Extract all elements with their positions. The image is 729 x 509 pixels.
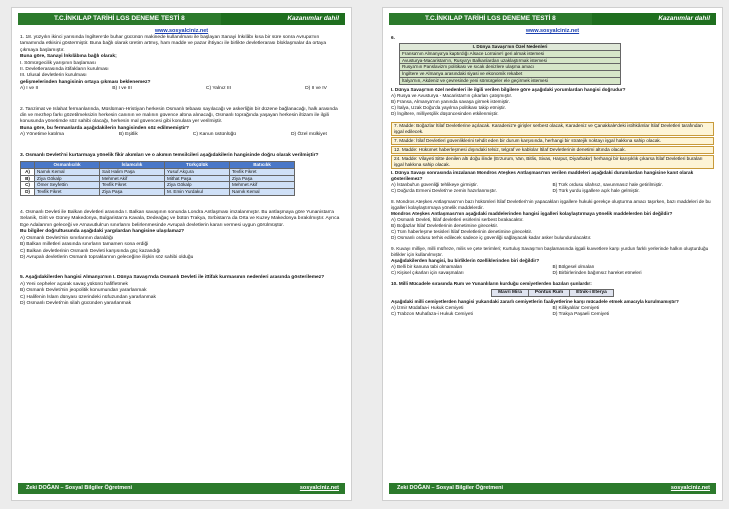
- q9-option[interactable]: B) Bölgesel olmaları: [552, 263, 595, 269]
- site-link[interactable]: www.sosyalciniz.net: [154, 28, 209, 34]
- q7-clause: 7. Madde: Boğazlar İtilaf Devletlerine açılacak. Karadeniz'e girişler serbest olacak, Karadeniz ve Çanakkale'deki istihkâmlar İtilaf Devletleri tarafından işgal edilecek.: [391, 122, 714, 136]
- table-row: Avusturya-Macaristan'ın, Rusya'yı Balkanlardan uzaklaştırmak istemesi: [400, 57, 621, 64]
- footer-author: Zeki DOĞAN – Sosyal Bilgiler Öğretmeni: [397, 485, 504, 491]
- q9-text: 9. Kuvayı milliye, milli müfreze, milis ve çete terimleri; Kurtuluş Savaşı'nın başlamasında işgali kuvvetlere karşı yurdun farklı yerlerinde halkın oluşturduğu birlikler için kullanılmıştır.: [391, 245, 709, 257]
- q1-item: I. Sömürgecilik yarışının başlaması: [20, 60, 96, 66]
- question-1: [20, 35, 343, 93]
- q6-ask: I. Dünya Savaşı'nın özel nedenleri ile ilgili verilen bilgilere göre aşağıdaki yorumlardan hangisi doğrudur?: [391, 86, 626, 92]
- q7-option[interactable]: A) İstanbul'un güvenliği tehlikeye girmiştir.: [391, 181, 478, 187]
- q9-ask: Aşağıdakilerden hangisi, bu birliklerin özelliklerinden biri değildir?: [391, 257, 540, 263]
- q1-option[interactable]: C) Yalnız III: [205, 86, 232, 92]
- header-title: T.C.İNKILAP TARİHİ LGS DENEME TESTİ 8: [389, 13, 592, 25]
- table-row: Rusya'nın Panslavizm politikası ve sıcak denizlere ulaşma amacı: [400, 64, 621, 71]
- q7-option[interactable]: D) Türk yurdu işgallere açık hale gelmiştir.: [552, 187, 640, 193]
- q10-text: 10. Milli Mücadele sırasında Rum ve Yunanlıların kurduğu cemiyetlerden bazıları şunlardır:: [391, 280, 592, 286]
- table-row: B) Ziya Gökalp Mehmet Akif Mithat Paşa Ziya Paşa: [21, 175, 295, 182]
- question-10: [391, 281, 714, 317]
- question-9: [391, 246, 714, 276]
- q1-ask: gelişmelerinden hangisinin ortaya çıkması beklenemez?: [20, 79, 151, 85]
- q7-option[interactable]: B) Türk ordusu silahsız, savunmasız hale getirilmiştir.: [552, 181, 663, 187]
- question-2: [20, 107, 343, 139]
- question-6: [391, 35, 714, 117]
- q9-option[interactable]: C) Kişisel çıkarları için savaşmaları: [391, 269, 464, 275]
- table-row: İtalya'nın, Akdeniz ve çevresinde yeni sömürgeler ele geçirmek istemesi: [400, 77, 621, 84]
- q5-option[interactable]: C) Halifenin İslam dünyası üzerindeki nüfuzundan yararlanmak: [20, 294, 156, 300]
- q1-lead: Buna göre, Sanayi İnkılâbına bağlı olarak;: [20, 54, 117, 60]
- q4-option[interactable]: C) Balkan devletlerinin Osmanlı Devleti karşısında güç kazandığı: [20, 248, 161, 254]
- q8-ask: Mondros Ateşkes Antlaşması'nın aşağıdaki maddelerinden hangisi işgalleri kolaylaştırmaya yönelik maddelerden biri değildir?: [391, 210, 673, 216]
- q4-option[interactable]: A) Osmanlı Devleti'nin sınırlarının daraldığı: [20, 235, 114, 241]
- q2-option[interactable]: B) Eşitlik: [118, 132, 138, 138]
- q6-option[interactable]: B) Fransa, Almanya'nın yanında savaşa girmek istemiştir.: [391, 98, 510, 104]
- q2-option[interactable]: A) Yönetime katılma: [20, 132, 64, 138]
- q4-text: 4. Osmanlı Devleti ile Balkan devletleri arasında I. Balkan savaşının sonunda Londra Antlaşması imzalanmıştır. Bu antlaşmaya göre Yunanistan'a Selanik, Girit ve Güney Makedonya, Bulgaristan'a Kavala, Dedeağaç ve bütün Trakya, Sırbistan'a da Orta ve Kuzey Makedonya bırakılmıştır. Ayrıca Ege Adalarının geleceği ve Arnavutluk'un sınırlarını belirlenmesinde Avrupalı devletlerin kararı vermesi uygun görülmüştür.: [20, 210, 340, 228]
- q10-ask: Aşağıdaki milli cemiyetlerden hangisi yukarıdaki zararlı cemiyetlerin faaliyetlerine karşı mücadele etmek amacıyla kurulmamıştır?: [391, 298, 679, 304]
- q1-option[interactable]: A) I ve II: [20, 86, 39, 92]
- q10-table: [491, 289, 614, 297]
- site-link[interactable]: www.sosyalciniz.net: [525, 28, 580, 34]
- table-row: C) Ömer Seyfettin Tevfik Fikret Ziya Gökalp Mehmet Akif: [21, 182, 295, 189]
- q6-option[interactable]: A) Rusya ve Avusturya - Macaristan'ın çıkarları çatışmıştır.: [391, 92, 513, 98]
- footer-link[interactable]: sosyalciniz.net: [299, 485, 339, 491]
- header-right: Kazanımlar dahil: [287, 15, 339, 22]
- q10-option[interactable]: D) Trakya Paşaeli Cemiyeti: [552, 310, 610, 316]
- footer-link[interactable]: sosyalciniz.net: [670, 485, 710, 491]
- q2-option[interactable]: C) Kanun üstünlüğü: [192, 132, 237, 138]
- question-5: [20, 275, 343, 307]
- q4-option[interactable]: B) Balkan milletleri arasında sınırların tamamen sona erdiği: [20, 242, 149, 248]
- page-footer: [389, 483, 716, 494]
- q1-option[interactable]: B) I ve III: [112, 86, 132, 92]
- q3-table: Osmanlıcılık İslamcılık Türkçülük Batıcılık A) Namık Kemal Sait Halim Paşa Yusuf Akçura Tevfik Fikret B) Ziya Gökalp Mehmet Akif Mithat Paşa Ziya Paşa C) Ömer Seyfettin Tevfik Fikret Ziya Gökalp Mehmet Akif D) Tevfik Fikret Ziya Paşa M. Emin Yurdakul Namık Kemal: [20, 161, 295, 196]
- question-7: [391, 122, 714, 194]
- q2-text: 2. Tanzimat ve Islahat fermanlarında, Müslüman-Hristiyan herkesin Osmanlı tebaası sayılacağı ve askerliğin bir düzene bağlanacağı, halk arasında din ve mezhep farkı gözetilmeksizin herkesin canının ve malının güvence altına alınacağı, Osmanlı toprağında yaşayan herkesin iltizam ile ilgili konusunda yönetimde söz sahibi olacağı, herkesin mal güvencesi gibi konulara yer verilmiştir.: [20, 106, 338, 125]
- question-4: [20, 210, 343, 261]
- table-row: Fransa'nın Almanya'ya kaptırdığı Alsace Lorraine'i geri almak istemesi: [400, 50, 621, 57]
- page-footer: [18, 483, 345, 494]
- page-header: [18, 13, 345, 25]
- q1-text: 1. 18. yüzyılın ikinci yarısında İngiltere'de buhar gücünün makinede kullanılması ile başlayan Sanayi İnkılâbı kısa bir süre sonra Avrupa'nın tamamında etkisini göstermiştir. Buna bağlı olarak üretim artmış, ham madde ve pazar ihtiyacı ile birlikte devletlerarası bloklaşmalar da ortaya çıkmaya başlamıştır.: [20, 35, 327, 53]
- q4-option[interactable]: D) Avrupalı devletlerin Osmanlı topraklarının geleceğine ilişkin söz sahibi olduğu: [20, 254, 194, 260]
- q6-option[interactable]: D) İngiltere, milliyetçilik düşüncesinden etkilenmiştir.: [391, 110, 499, 116]
- q2-ask: Buna göre, bu fermanlarda aşağıdakilerin hangisinden söz edilmemiştir?: [20, 125, 190, 131]
- header-title: T.C.İNKILAP TARİHİ LGS DENEME TESTİ 8: [18, 13, 221, 25]
- q4-ask: Bu bilgiler doğrultusunda aşağıdaki yargılardan hangisine ulaşılamaz?: [20, 229, 185, 235]
- q8-option[interactable]: D) Osmanlı ordusu terhis edilecek sadece iç güvenliği sağlayacak kadar asker bulundurulacaktır.: [391, 234, 592, 240]
- q9-option[interactable]: D) Birbirlerinden bağımsız hareket etmeleri: [552, 269, 642, 275]
- q1-option[interactable]: D) II ve IV: [305, 86, 327, 92]
- q3-text: 3. Osmanlı Devleti'ni kurtarmaya yönelik fikir akımları ve o akımın temsilcileri aşağıdakilerin hangisinde doğru olarak verilmiştir?: [20, 152, 319, 158]
- question-3: [20, 153, 343, 196]
- table-row: D) Tevfik Fikret Ziya Paşa M. Emin Yurdakul Namık Kemal: [21, 189, 295, 196]
- q7-ask: I. Dünya Savaşı sonrasında imzalanan Mondros Ateşkes Antlaşması'nın verilen maddeleri aşağıdaki durumlardan hangisine kanıt olarak gösterilemez?: [391, 169, 694, 181]
- page-left: [11, 7, 352, 501]
- q6-option[interactable]: C) İtalya, Uzak Doğu'da yayılma politikası takip etmiştir.: [391, 104, 506, 110]
- q10-option[interactable]: B) Kilikyalılar Cemiyeti: [552, 304, 600, 310]
- q7-clause: 7. Madde: İtilaf Devletleri güvenliklerini tehdit eden bir durum karşısında, herhangi bir stratejik noktayı işgal hakkına sahip olacak.: [391, 137, 714, 145]
- q6-table: I. Dünya Savaşı'nın Özel Nedenleri Fransa'nın Almanya'ya kaptırdığı Alsace Lorraine'i geri almak istemesi Avusturya-Macaristan'ın, Rusya'yı Balkanlardan uzaklaştırmak istemesi Rusya'nın Panslavizm politikası ve sıcak denizlere ulaşma amacı İngiltere ve Almanya arasındaki siyasi ve ekonomik rekabet İtalya'nın, Akdeniz ve çevresinde yeni sömürgeler ele geçirmek istemesi: [399, 43, 621, 85]
- header-right: Kazanımlar dahil: [658, 15, 710, 22]
- q7-clause: 24. Madde: Vilayeti Sitte denilen altı doğu ilinde (Erzurum, Van, Bitlis, Sivas, Harput, Diyarbakır) herhangi bir karışıklık çıkarsa İtilaf Devletleri buraları işgal hakkına sahip olacak.: [391, 155, 714, 169]
- q6-num: 6.: [391, 35, 395, 40]
- q8-text: 8. Mondros Ateşkes Antlaşması'nın bazı hükümleri İtilaf Devletleri'nin yapacakları işgallere hukuki gerekçe oluşturma amacı taşırken, bazı maddeleri de bu işgalleri kolaylaştırmaya yönelik maddelerdir.: [391, 198, 711, 210]
- table-row: İngiltere ve Almanya arasındaki siyasi ve ekonomik rekabet: [400, 71, 621, 78]
- q2-option[interactable]: D) Özel mülkiyet: [290, 132, 327, 138]
- q7-option[interactable]: C) Doğu'da Ermeni Devleti'ne zemin hazırlanmıştır.: [391, 187, 497, 193]
- q8-option[interactable]: B) Boğazlar İtilaf Devletlerinin denetimine girecektir.: [391, 222, 499, 228]
- q10-option[interactable]: C) Trabzon Muhafaza-i Hukuk Cemiyeti: [391, 310, 473, 316]
- q9-option[interactable]: A) Belli bir kanuna tabi olmamaları: [391, 263, 463, 269]
- table-row: Mavri Mira Pontus Rum Etnik-i Eterya: [492, 289, 614, 296]
- question-8: [391, 199, 714, 241]
- q1-item: II. Devletlerarasında ittifakların kurulması: [20, 67, 109, 73]
- q8-option[interactable]: C) Tüm haberleşme tesisleri İtilaf Devletlerinin denetimine girecektir.: [391, 228, 533, 234]
- q5-option[interactable]: A) Yeni cepheler açarak savaş yükünü hafifletmek: [20, 281, 128, 287]
- q8-option[interactable]: A) Osmanlı Devleti, İtilaf devletleri esirlerini serbest bırakacaktır.: [391, 216, 524, 222]
- page-right: [382, 7, 723, 501]
- q1-item: III. Ulusal devletlerin kurulması: [20, 73, 87, 79]
- q5-text: 5. Aşağıdakilerden hangisi Almanya'nın I. Dünya Savaşı'nda Osmanlı Devleti ile ittifak kurmasının nedenleri arasında gösterilemez?: [20, 275, 325, 281]
- q10-option[interactable]: A) İzmir Müdafaa-i Hukuk Cemiyeti: [391, 304, 464, 310]
- table-row: A) Namık Kemal Sait Halim Paşa Yusuf Akçura Tevfik Fikret: [21, 168, 295, 175]
- page-header: [389, 13, 716, 25]
- q5-option[interactable]: B) Osmanlı Devleti'nin jeopolitik konumundan yararlanmak: [20, 288, 147, 294]
- q7-clause: 12. Madde: Hükümet haberleşmesi dışındaki telsiz, telgraf ve kablolar İtilaf Devletlerinin denetimi altında olacak.: [391, 146, 714, 154]
- footer-author: Zeki DOĞAN – Sosyal Bilgiler Öğretmeni: [26, 485, 133, 491]
- q5-option[interactable]: D) Osmanlı Devleti'nin silah gücünden yararlanmak: [20, 300, 132, 306]
